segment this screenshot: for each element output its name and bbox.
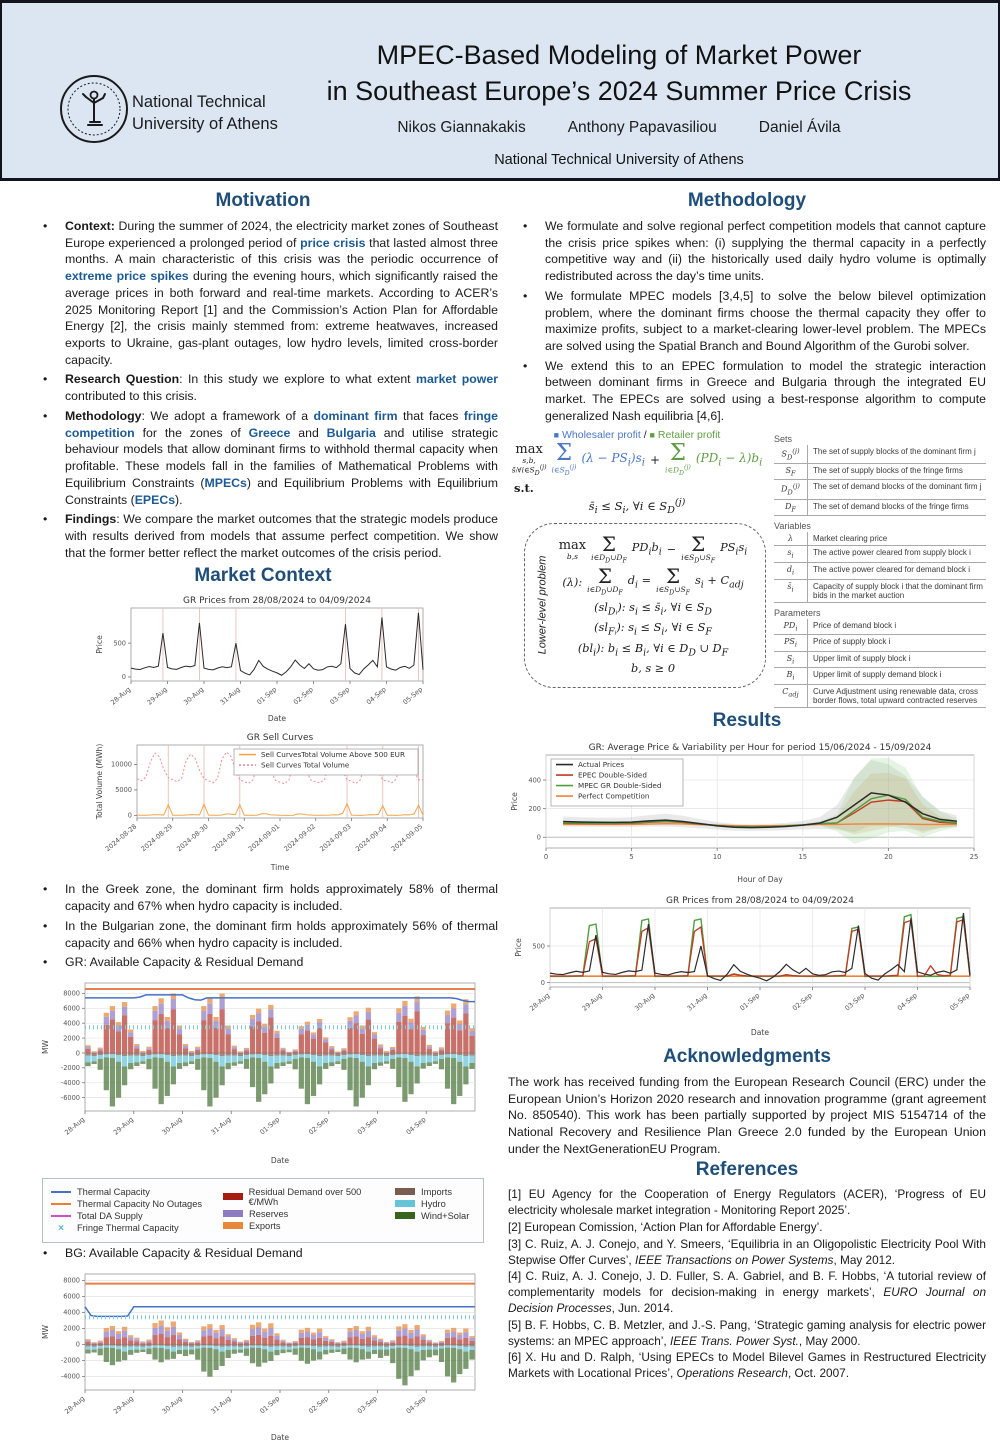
sum-demand: Σ $i\in D_D^{(j)}$ [665,443,691,477]
legend-item [395,1199,483,1209]
plus-sign: + [650,453,660,467]
svg-text:02-Sep: 02-Sep [791,991,814,1012]
svg-text:2024-08-30: 2024-08-30 [175,823,210,854]
svg-text:-2000: -2000 [61,1356,80,1364]
svg-text:2024-08-29: 2024-08-29 [140,823,175,854]
constraint-demand: $(bl_i)$: $b_i \le B_i$, ∀i ∈ $D_D$ ∪ $D_F$ [549,642,757,658]
svg-text:500: 500 [532,942,545,950]
symbol-row: $S_F$ The set of supply blocks of the fringe firms [774,464,986,481]
svg-text:28-Aug: 28-Aug [109,686,132,707]
svg-text:31-Aug: 31-Aug [219,686,242,707]
svg-text:05-Sep: 05-Sep [948,991,971,1012]
symbol-row: $S_D^{(j)}$ The set of supply blocks of the dominant firm j [774,445,986,464]
svg-text:2024-09-03: 2024-09-03 [318,823,353,854]
legend-swatch-icon [223,1222,243,1229]
svg-text:Price: Price [510,792,519,811]
author-3: Daniel Ávila [759,119,841,137]
symbol-group-title: Sets [774,434,986,444]
market-context-heading: Market Context [28,565,498,587]
profit-slash: / [644,429,647,441]
subject-to: s.t. [514,481,766,495]
svg-text:2024-09-01: 2024-09-01 [247,823,282,854]
motivation-bullets [28,218,498,561]
symbol-row: λ Market clearing price [774,532,986,546]
legend-label: Hydro [421,1199,446,1209]
svg-text:GR Prices from 28/08/2024 to 0: GR Prices from 28/08/2024 to 04/09/2024 [666,896,854,906]
svg-text:200: 200 [528,805,541,813]
legend-item [395,1211,483,1221]
gr-prices-context-svg [93,593,433,725]
gr-capacity-chart [28,975,498,1172]
svg-text:15: 15 [798,853,807,861]
legend-item [223,1209,391,1219]
sum-supply: Σ $i\in S_D^{(j)}$ [552,443,577,477]
svg-text:28-Aug: 28-Aug [63,1115,86,1136]
nonnegativity: b, s ≥ 0 [549,662,757,675]
svg-text:MPEC GR Double-Sided: MPEC GR Double-Sided [578,781,661,790]
reference-entry: [1] EU Agency for the Cooperation of Energy Regulators (ACER), ‘Progress of EU electricity wholesale market integration - Monitoring Report 2025’. [508,1187,986,1219]
svg-text:29-Aug: 29-Aug [112,1394,135,1415]
svg-text:28-Aug: 28-Aug [528,991,551,1012]
svg-text:Total Volume (MWh): Total Volume (MWh) [95,744,104,821]
svg-text:30-Aug: 30-Aug [161,1394,184,1415]
acknowledgments-heading: Acknowledgments [508,1046,986,1068]
constraint-dominant: $(sl_{Dᵢ})$: $s_i$ ≤ $s̄_i$, ∀i ∈ $S_D$ [549,601,757,617]
symbol-row: $d_i$ The active power cleared for demand block i [774,563,986,580]
market-balance: (λ): Σ $i\in D_D\cup D_F$ $d_i$ = Σ $i\in S_D\cup S_F$ $s_i + C_{adj}$ [549,567,757,597]
max-operator: max s,b, $s̄ᵢ\forall i\in S_D^{(j)}$ [512,443,547,478]
wholesaler-profit-label: Wholesaler profit [562,429,641,441]
svg-text:01-Sep: 01-Sep [258,1115,281,1136]
references-heading: References [508,1159,986,1181]
bullet-item: • In the Greek zone, the dominant firm holds approximately 58% of thermal capacity and 67% when hydro capacity is included. [28,881,498,914]
legend-item [51,1211,219,1221]
svg-text:5: 5 [629,853,633,861]
reference-entry: [2] European Comission, ‘Action Plan for Affordable Energy’. [508,1220,986,1236]
legend-swatch-icon [223,1193,243,1200]
svg-text:Hour of Day: Hour of Day [737,875,783,884]
reference-entry: [3] C. Ruiz, A. J. Conejo, and Y. Smeers, ‘Equilibria in an Oligopolistic Electricity Pool With Stepwise Offer Curves’, IEEE Transactions on Power Systems, May 2012. [508,1237,986,1269]
legend-label: Imports [421,1187,452,1197]
svg-text:Date: Date [271,1433,289,1442]
legend-label: Wind+Solar [421,1211,469,1221]
poster-header [0,0,1000,181]
svg-text:2024-08-28: 2024-08-28 [104,823,139,854]
methodology-bullets [508,218,986,425]
svg-text:30-Aug: 30-Aug [161,1115,184,1136]
svg-text:0: 0 [541,979,545,987]
methodology-heading: Methodology [508,190,986,212]
svg-text:MW: MW [41,1039,50,1054]
affiliation: National Technical University of Athens [252,152,986,168]
svg-text:GR Sell Curves: GR Sell Curves [247,733,314,743]
svg-text:29-Aug: 29-Aug [112,1115,135,1136]
legend-item [51,1199,219,1209]
bullet-item: • GR: Available Capacity & Residual Demand [28,954,498,971]
svg-text:02-Sep: 02-Sep [292,686,315,707]
svg-text:Actual Prices: Actual Prices [578,760,624,769]
poster-title-line1: MPEC-Based Modeling of Market Power [252,37,986,73]
reference-entry: [6] X. Hu and D. Ralph, ‘Using EPECs to Model Bilevel Games in Restructured Electricity Markets with Locational Prices’, Operations Research, Oct. 2007. [508,1350,986,1382]
svg-text:04-Sep: 04-Sep [365,686,388,707]
svg-text:2024-09-04: 2024-09-04 [354,823,389,854]
svg-text:Date: Date [271,1156,289,1165]
svg-text:02-Sep: 02-Sep [307,1394,330,1415]
svg-text:28-Aug: 28-Aug [63,1394,86,1415]
authors-row [252,119,986,137]
results-prices-chart [508,893,986,1044]
legend-swatch-icon: × [51,1223,71,1234]
lower-objective: max b,s Σ $i\in D_D\cup D_F$ $PD_ib_i$ − Σ $i\in S_D\cup S_F$ $PS_is_i$ [549,535,757,565]
svg-text:500: 500 [113,640,126,648]
bullet-item: • Methodology: We adopt a framework of a dominant firm that faces fringe competition for the zones of Greece and Bulgaria and utilise strategic behaviour models that allow dominant firms to withhold thermal capacity when profitable. These models fall in the families of Mathematical Problems with Equilibrium Constraints (MPECs) and Equilibrium Problems with Equilibrium Constraints (EPECs). [28,408,498,508]
svg-text:31-Aug: 31-Aug [209,1394,232,1415]
svg-text:2024-09-02: 2024-09-02 [283,823,318,854]
svg-text:MW: MW [41,1324,50,1339]
svg-text:Date: Date [751,1028,769,1037]
legend-item [395,1187,483,1197]
symbol-group [774,608,986,708]
svg-text:-4000: -4000 [61,1079,80,1087]
svg-text:Time: Time [270,863,290,872]
svg-text:05-Sep: 05-Sep [401,686,424,707]
svg-text:400: 400 [528,776,541,784]
right-column [508,188,986,1451]
svg-text:03-Sep: 03-Sep [356,1394,379,1415]
gr-prices-context-chart [28,593,498,730]
poster-title-line2: in Southeast Europe’s 2024 Summer Price Crisis [252,73,986,109]
wholesaler-swatch-icon: ■ [554,430,559,440]
legend-swatch-icon [395,1200,415,1207]
references-list [508,1187,986,1382]
left-column [28,188,498,1451]
gr-capacity-svg [39,975,487,1167]
svg-text:-2000: -2000 [61,1064,80,1072]
svg-text:01-Sep: 01-Sep [255,686,278,707]
symbol-row: $PS_i$ Price of supply block i [774,635,986,652]
svg-text:Perfect Competition: Perfect Competition [578,791,649,800]
svg-text:Price: Price [95,635,104,654]
acknowledgments-text: The work has received funding from the European Research Council (ERC) under the European Union’s Horizon 2020 research and innovation programme (grant agreement No. 850540). This work has been partially supported by project MIS 5154714 of the National Recovery and Resilience Plan Greece 2.0 funded by the European Union under the NextGenerationEU Program. [508,1074,986,1158]
svg-text:01-Sep: 01-Sep [738,991,761,1012]
bullet-item: • We formulate MPEC models [3,4,5] to solve the below bilevel optimization problem, where the dominant firms choose the thermal capacity they offer to maximize profits, subject to a market-clearing lower-level problem. The MPECs are solved using the Spatial Branch and Bound Algorithm of the Gurobi solver. [508,288,986,355]
legend-column [223,1185,391,1236]
symbol-tables [774,429,986,708]
svg-text:29-Aug: 29-Aug [146,686,169,707]
reference-entry: [4] C. Ruiz, A. J. Conejo, J. D. Fuller, S. A. Gabriel, and B. F. Hobbs, ‘A tutorial review of complementarity models for decision-making in energy markets’, EURO Journal on Decision Processes, Jun. 2014. [508,1269,986,1316]
svg-text:-4000: -4000 [61,1372,80,1380]
legend-item [223,1187,391,1207]
svg-text:02-Sep: 02-Sep [307,1115,330,1136]
legend-swatch-icon [395,1212,415,1219]
symbol-group-title: Variables [774,521,986,531]
legend-label: Exports [249,1221,281,1231]
svg-text:0: 0 [76,1049,80,1057]
svg-text:EPEC Double-Sided: EPEC Double-Sided [578,770,647,779]
svg-text:03-Sep: 03-Sep [328,686,351,707]
legend-label: Thermal Capacity No Outages [77,1199,202,1209]
symbol-group-title: Parameters [774,608,986,618]
symbol-row: $PD_i$ Price of demand block i [774,619,986,636]
bullet-item: • We extend this to an EPEC formulation to model the strategic interaction between dominant firms in Greece and Bulgaria through the integrated EU market. The EPECs are solved using a best-response algorithm to compute generalized Nash equilibria [4,6]. [508,358,986,425]
svg-text:20: 20 [884,853,893,861]
svg-text:03-Sep: 03-Sep [843,991,866,1012]
legend-label: Reserves [249,1209,288,1219]
svg-text:4000: 4000 [63,1019,80,1027]
market-bullets [28,881,498,971]
bullet-item: • BG: Available Capacity & Residual Demand [28,1245,498,1262]
legend-label: Fringe Thermal Capacity [77,1223,179,1233]
legend-swatch-icon [51,1191,71,1193]
svg-text:2000: 2000 [63,1324,80,1332]
svg-text:4000: 4000 [63,1308,80,1316]
bullet-item: • Findings: We compare the market outcomes that the strategic models produce with results derived from models that assume perfect competition. We show that the former better reflect the market outcomes of the crisis period. [28,511,498,561]
author-2: Anthony Papavasiliou [568,119,717,137]
reference-entry: [5] B. F. Hobbs, C. B. Metzler, and J.-S. Pang, ‘Strategic gaming analysis for electric power systems: an MPEC approach’, IEEE Trans. Power Syst., May 2000. [508,1318,986,1350]
symbol-group [774,434,986,517]
formulation-block [508,429,986,708]
capacity-chart-legend [42,1178,484,1243]
legend-label: Total DA Supply [77,1211,143,1221]
svg-text:10: 10 [713,853,722,861]
constraint-fringe: $(sl_{Fᵢ})$: $s_i \le S_i$, ∀i ∈ $S_F$ [549,621,757,637]
legend-label: Thermal Capacity [77,1187,150,1197]
svg-text:03-Sep: 03-Sep [356,1115,379,1136]
gr-sell-curves-chart [28,732,498,879]
upper-constraint: $s̄_i \le S_i$, ∀i ∈ $S_D^{(j)}$ [508,497,766,516]
legend-swatch-icon [395,1188,415,1195]
legend-swatch-icon [223,1210,243,1217]
symbol-row: $s̄_i$ Capacity of supply block i that the dominant firm bids in the market auction [774,580,986,603]
gr-sell-curves-svg [93,732,433,874]
svg-text:30-Aug: 30-Aug [182,686,205,707]
legend-column [395,1185,483,1236]
svg-text:29-Aug: 29-Aug [581,991,604,1012]
svg-text:31-Aug: 31-Aug [686,991,709,1012]
bullet-item: • Research Question: In this study we explore to what extent market power contributed to this crisis. [28,371,498,404]
svg-text:8000: 8000 [63,1276,80,1284]
institution-name: National Technical University of Athens [132,91,278,136]
svg-text:31-Aug: 31-Aug [209,1115,232,1136]
lower-level-box [524,523,766,688]
svg-text:2000: 2000 [63,1034,80,1042]
retailer-profit-label: Retailer profit [658,429,720,441]
svg-text:04-Sep: 04-Sep [896,991,919,1012]
svg-text:04-Sep: 04-Sep [405,1394,428,1415]
legend-label: Residual Demand over 500 €/MWh [249,1187,391,1207]
legend-item [51,1187,219,1197]
objective-row [508,443,766,478]
svg-text:6000: 6000 [63,1292,80,1300]
bg-capacity-chart [28,1266,498,1449]
svg-text:30-Aug: 30-Aug [633,991,656,1012]
svg-text:8000: 8000 [63,990,80,998]
profit-labels [508,429,766,441]
svg-text:GR Prices from 28/08/2024 to 0: GR Prices from 28/08/2024 to 04/09/2024 [183,596,371,606]
bullet-item: • Context: During the summer of 2024, the electricity market zones of Southeast Europe experienced a prolonged period of price crisis that lasted almost three months. A main characteristic of this crisis was the periodic occurrence of extreme price spikes during the evening hours, which significantly raised the average prices in both forward and real-time markets. According to ACER’s 2025 Monitoring Report [1] and the Commission’s Action Plan for Affordable Energy [2], the crisis mainly stemmed from: extreme heatwaves, increased exports to Ukraine, gas-plant outages, low hydro levels, limited cross-border capacity. [28,218,498,368]
svg-text:0: 0 [537,833,541,841]
results-prices-svg [512,893,982,1039]
results-heading: Results [508,710,986,732]
bullet-item: • We formulate and solve regional perfect competition models that cannot capture the crisis price spikes when: (i) supplying the thermal capacity in a perfectly competitive way and (ii) the historically used daily hydro volume is optimally redistributed across the day’s time units. [508,218,986,285]
symbol-row: $s_i$ The active power cleared from supply block i [774,546,986,563]
legend-item [51,1223,219,1234]
svg-text:0: 0 [122,674,126,682]
legend-swatch-icon [51,1215,71,1217]
symbol-row: $D_D^{(j)}$ The set of demand blocks of the dominant firm j [774,480,986,499]
wholesaler-term: $(\lambda - PS_i)s_i$ [581,451,645,468]
ntua-emblem-icon [58,73,130,145]
motivation-heading: Motivation [28,190,498,212]
svg-text:-6000: -6000 [61,1094,80,1102]
lower-level-label: Lower-level problem [536,556,548,655]
svg-text:10000: 10000 [111,761,132,769]
svg-text:25: 25 [970,853,979,861]
svg-text:0: 0 [128,812,132,820]
retailer-swatch-icon: ■ [650,430,655,440]
retailer-term: $(PD_i - \lambda)b_i$ [696,451,762,468]
svg-text:2024-09-05: 2024-09-05 [390,823,425,854]
svg-text:5000: 5000 [115,787,132,795]
results-avg-chart [508,738,986,891]
ntua-logo [58,73,130,150]
svg-text:GR: Average Price & Variabilit: GR: Average Price & Variability per Hour for period 15/06/2024 - 15/09/2024 [589,743,932,753]
symbol-row: $D_F$ The set of demand blocks of the fringe firms [774,500,986,517]
svg-text:Sell CurvesTotal Volume Above: Sell CurvesTotal Volume Above 500 EUR [261,750,405,759]
symbol-row: $S_i$ Upper limit of supply block i [774,652,986,669]
svg-text:6000: 6000 [63,1005,80,1013]
legend-swatch-icon [51,1203,71,1205]
svg-text:2024-08-31: 2024-08-31 [211,823,246,854]
symbol-row: $B_i$ Upper limit of supply demand block i [774,668,986,685]
bullet-item: • In the Bulgarian zone, the dominant firm holds approximately 56% of thermal capacity and 66% when hydro capacity is included. [28,918,498,951]
symbol-row: $C_{adj}$ Curve Adjustment using renewable data, cross border flows, total upward contracted reserves [774,685,986,708]
svg-text:04-Sep: 04-Sep [405,1115,428,1136]
svg-text:Date: Date [268,714,286,723]
legend-item [223,1221,391,1231]
svg-text:0: 0 [544,853,548,861]
svg-text:Sell Curves Total Volume: Sell Curves Total Volume [261,761,350,770]
author-1: Nikos Giannakakis [397,119,525,137]
svg-text:01-Sep: 01-Sep [258,1394,281,1415]
symbol-group [774,521,986,602]
svg-text:0: 0 [76,1340,80,1348]
svg-text:Price: Price [514,938,523,957]
legend-column [51,1185,219,1236]
results-avg-svg [508,738,986,886]
bg-chart-label [28,1245,498,1262]
